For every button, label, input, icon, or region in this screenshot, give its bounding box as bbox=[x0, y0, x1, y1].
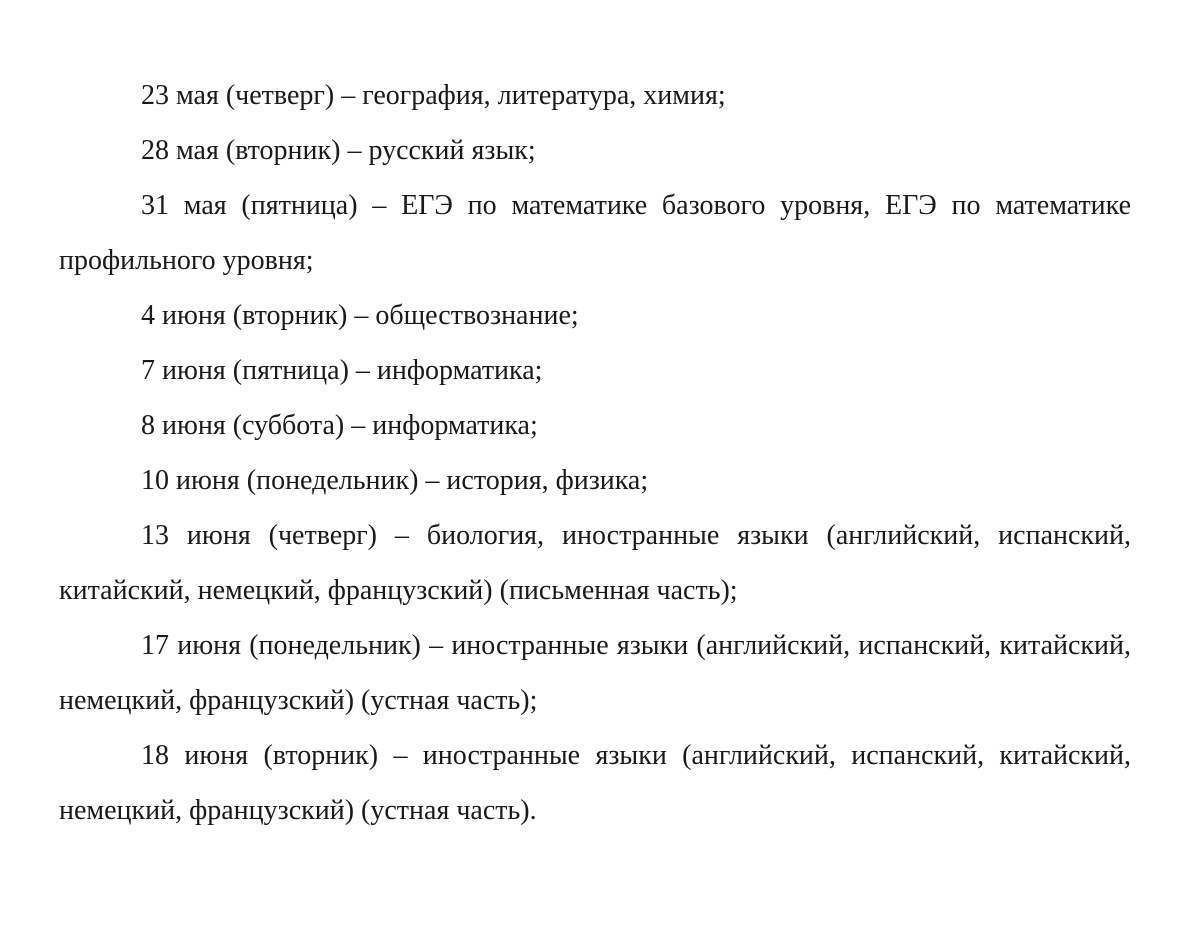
schedule-item-june-18: 18 июня (вторник) – иностранные языки (английский, испанский, китайский, немецкий, французский) (устная часть). bbox=[59, 740, 1131, 826]
schedule-item-may-31: 31 мая (пятница) – ЕГЭ по математике базового уровня, ЕГЭ по математике профильного уровня; bbox=[59, 190, 1131, 276]
schedule-item-june-4: 4 июня (вторник) – обществознание; bbox=[141, 300, 579, 331]
schedule-item-june-8: 8 июня (суббота) – информатика; bbox=[141, 410, 538, 441]
schedule-item-may-28: 28 мая (вторник) – русский язык; bbox=[141, 135, 536, 166]
schedule-item-june-7: 7 июня (пятница) – информатика; bbox=[141, 355, 543, 386]
schedule-item-june-17: 17 июня (понедельник) – иностранные языки (английский, испанский, китайский, немецкий, французский) (устная часть); bbox=[59, 630, 1131, 716]
schedule-item-may-23: 23 мая (четверг) – география, литература, химия; bbox=[141, 80, 726, 111]
schedule-item-june-10: 10 июня (понедельник) – история, физика; bbox=[141, 465, 649, 496]
schedule-item-june-13: 13 июня (четверг) – биология, иностранные языки (английский, испанский, китайский, немецкий, французский) (письменная часть); bbox=[59, 520, 1131, 606]
document-page bbox=[59, 68, 1131, 838]
